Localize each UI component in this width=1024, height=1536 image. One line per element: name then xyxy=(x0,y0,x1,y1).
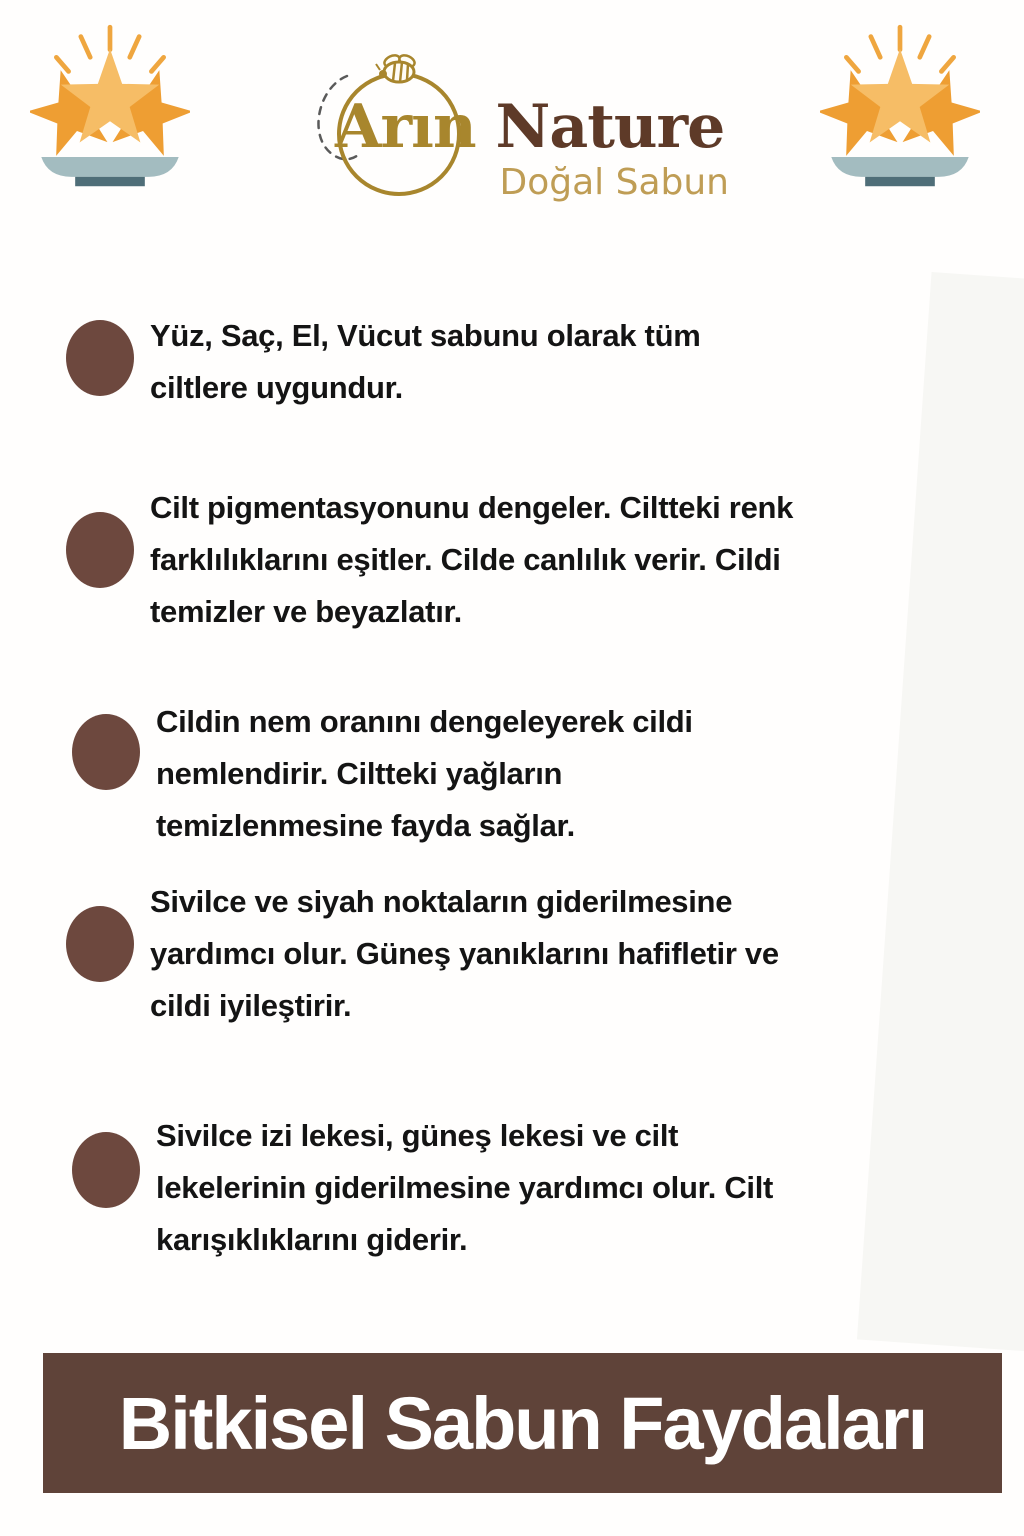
benefit-item xyxy=(66,482,793,638)
page-title: Bitkisel Sabun Faydaları xyxy=(118,1381,927,1465)
benefit-text xyxy=(150,310,700,414)
stars-rays-dish-graphic xyxy=(820,24,980,196)
bullet-dot xyxy=(72,1132,140,1208)
benefit-line: yardımcı olur. Güneş yanıklarını hafifletir ve xyxy=(150,936,779,971)
benefit-item xyxy=(72,1110,773,1266)
stars-rays-dish-graphic xyxy=(30,24,190,196)
background-accent-panel xyxy=(857,272,1024,1354)
benefit-line: cildi iyileştirir. xyxy=(150,988,352,1023)
brand-name-nature: Nature xyxy=(495,92,725,162)
brand-name-arin: Arın xyxy=(335,92,476,162)
bullet-dot xyxy=(66,512,134,588)
benefit-line: ciltlere uygundur. xyxy=(150,370,403,405)
benefit-line: karışıklıklarını giderir. xyxy=(156,1222,468,1257)
benefit-line: lekelerinin giderilmesine yardımcı olur. Cilt xyxy=(156,1170,774,1205)
bullet-dot xyxy=(66,320,134,396)
stars-on-dish-icon xyxy=(820,24,980,196)
stars-on-dish-icon xyxy=(30,24,190,196)
benefit-line: temizler ve beyazlatır. xyxy=(150,594,462,629)
benefit-item xyxy=(66,310,700,414)
brand-logo xyxy=(295,48,735,208)
benefit-line: Yüz, Saç, El, Vücut sabunu olarak tüm xyxy=(150,318,701,353)
benefit-text xyxy=(156,1110,773,1266)
benefit-line: nemlendirir. Ciltteki yağların xyxy=(156,756,563,791)
title-banner xyxy=(43,1353,1002,1493)
benefit-line: Cilt pigmentasyonunu dengeler. Ciltteki renk xyxy=(150,490,794,525)
benefit-text xyxy=(150,876,779,1032)
benefit-line: Cildin nem oranını dengeleyerek cildi xyxy=(156,704,693,739)
benefit-text xyxy=(150,482,793,638)
benefit-line: temizlenmesine fayda sağlar. xyxy=(156,808,575,843)
benefit-line: Sivilce ve siyah noktaların giderilmesine xyxy=(150,884,733,919)
bullet-dot xyxy=(72,714,140,790)
brand-tagline: Doğal Sabun xyxy=(499,162,729,203)
benefit-line: Sivilce izi lekesi, güneş lekesi ve cilt xyxy=(156,1118,679,1153)
benefit-item xyxy=(72,696,693,852)
benefit-line: farklılıklarını eşitler. Cilde canlılık verir. Cildi xyxy=(150,542,781,577)
benefit-item xyxy=(66,876,779,1032)
benefit-text xyxy=(156,696,693,852)
bullet-dot xyxy=(66,906,134,982)
brand-name xyxy=(335,92,724,162)
